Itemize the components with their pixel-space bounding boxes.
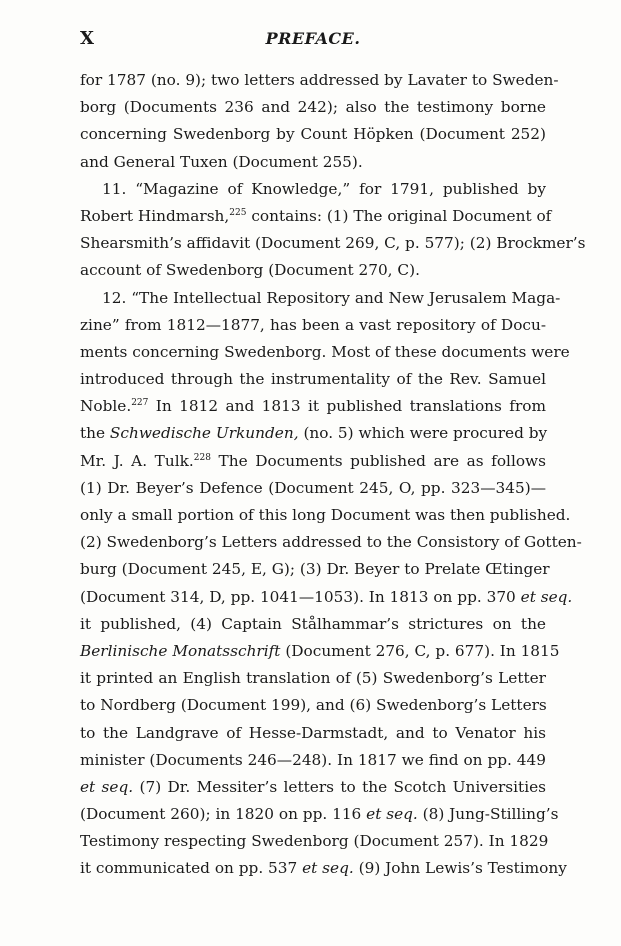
text-line xyxy=(80,665,546,692)
text-span: (Document 276, C, p. 677). In 1815 xyxy=(280,641,560,660)
text-span: (8) Jung-Stilling’s xyxy=(417,805,559,824)
italic-text: et seq. xyxy=(520,587,573,606)
italic-text: et seq. xyxy=(366,805,418,824)
text-span: 12. “The Intellectual Repository and New Jerusalem Maga- xyxy=(102,288,561,307)
text-span: it printed an English translation of (5) Swedenborg’s Letter xyxy=(80,669,546,688)
text-span: Testimony respecting Swedenborg (Document 257). In 1829 xyxy=(80,832,549,851)
text-line xyxy=(80,257,546,284)
text-line xyxy=(80,121,546,148)
text-span: The Documents published are as follows xyxy=(210,451,546,470)
text-line xyxy=(80,774,546,801)
text-line xyxy=(80,855,567,882)
text-span: (Document 314, D, pp. 1041—1053). In 1813 on pp. 370 xyxy=(80,587,521,606)
text-line xyxy=(80,448,546,475)
text-line xyxy=(80,529,582,556)
text-line xyxy=(80,638,560,665)
text-span: In 1812 and 1813 it published translations from xyxy=(148,397,546,416)
text-line xyxy=(80,475,546,502)
text-line xyxy=(80,285,561,312)
text-span: Shearsmith’s affidavit (Document 269, C, p. 577); (2) Brockmer’s xyxy=(80,234,586,253)
text-span: (9) John Lewis’s Testimony xyxy=(353,859,567,878)
text-line xyxy=(80,230,586,257)
text-line xyxy=(80,720,546,747)
text-span: (7) Dr. Messiter’s letters to the Scotch Universities xyxy=(133,777,546,796)
page-number: X xyxy=(80,28,95,49)
text-span: ments concerning Swedenborg. Most of these documents were xyxy=(80,342,570,361)
italic-text: Berlinische Monatsschrift xyxy=(80,641,281,660)
text-span: (2) Swedenborg’s Letters addressed to the Consistory of Gotten- xyxy=(80,533,582,552)
text-span: to Nordberg (Document 199), and (6) Swedenborg’s Letters xyxy=(80,696,547,715)
text-span: introduced through the instrumentality of the Rev. Samuel xyxy=(80,370,546,389)
text-line xyxy=(80,366,546,393)
text-line xyxy=(80,203,552,230)
text-span: (no. 5) which were procured by xyxy=(298,424,548,443)
text-line xyxy=(80,339,570,366)
italic-text: Schwedische Urkunden, xyxy=(109,424,299,443)
text-line xyxy=(80,94,546,121)
text-span: Robert Hindmarsh, xyxy=(80,206,230,225)
text-line xyxy=(80,67,559,94)
text-span: Mr. J. A. Tulk. xyxy=(80,451,194,470)
text-line xyxy=(80,502,571,529)
running-header xyxy=(80,28,546,54)
text-span: for 1787 (no. 9); two letters addressed by Lavater to Sweden- xyxy=(80,71,559,89)
text-span: to the Landgrave of Hesse-Darmstadt, and to Venator his xyxy=(80,723,546,742)
italic-text: et seq. xyxy=(80,777,134,796)
text-span: only a small portion of this long Document was then published. xyxy=(80,506,571,524)
text-line xyxy=(80,420,546,447)
text-span: contains: (1) The original Document of xyxy=(246,206,552,225)
text-line xyxy=(80,393,546,420)
text-line xyxy=(80,747,546,774)
text-span: burg (Document 245, E, G); (3) Dr. Beyer to Prelate Œtinger xyxy=(80,560,550,579)
text-span: it published, (4) Captain Stålhammar’s strictures on the xyxy=(80,614,546,633)
text-span: the xyxy=(80,424,110,443)
running-title: PREFACE. xyxy=(265,29,361,48)
footnote-ref: 228 xyxy=(193,452,211,463)
text-line xyxy=(80,828,549,855)
text-line xyxy=(80,556,550,583)
text-span: it communicated on pp. 537 xyxy=(80,859,303,878)
italic-text: et seq. xyxy=(302,859,354,878)
text-line xyxy=(80,584,573,611)
text-span: and General Tuxen (Document 255). xyxy=(80,152,363,171)
footnote-ref: 225 xyxy=(229,207,247,218)
text-line xyxy=(80,176,546,203)
text-line xyxy=(80,312,546,339)
text-line xyxy=(80,801,559,828)
text-span: (Document 260); in 1820 on pp. 116 xyxy=(80,805,367,824)
text-line xyxy=(80,692,546,719)
text-span: concerning Swedenborg by Count Höpken (Document 252) xyxy=(80,125,546,144)
text-span: zine” from 1812—1877, has been a vast repository of Docu- xyxy=(80,315,546,334)
text-span: 11. “Magazine of Knowledge,” for 1791, published by xyxy=(102,179,546,198)
body-text xyxy=(80,67,586,883)
text-span: (1) Dr. Beyer’s Defence (Document 245, O, pp. 323—345)— xyxy=(80,478,546,497)
text-span: Noble. xyxy=(80,397,132,416)
text-span: minister (Documents 246—248). In 1817 we find on pp. 449 xyxy=(80,750,546,769)
text-span: account of Swedenborg (Document 270, C). xyxy=(80,261,420,280)
text-line xyxy=(80,611,546,638)
footnote-ref: 227 xyxy=(131,398,149,409)
text-span: borg (Documents 236 and 242); also the testimony borne xyxy=(80,98,546,117)
text-line xyxy=(80,149,546,176)
